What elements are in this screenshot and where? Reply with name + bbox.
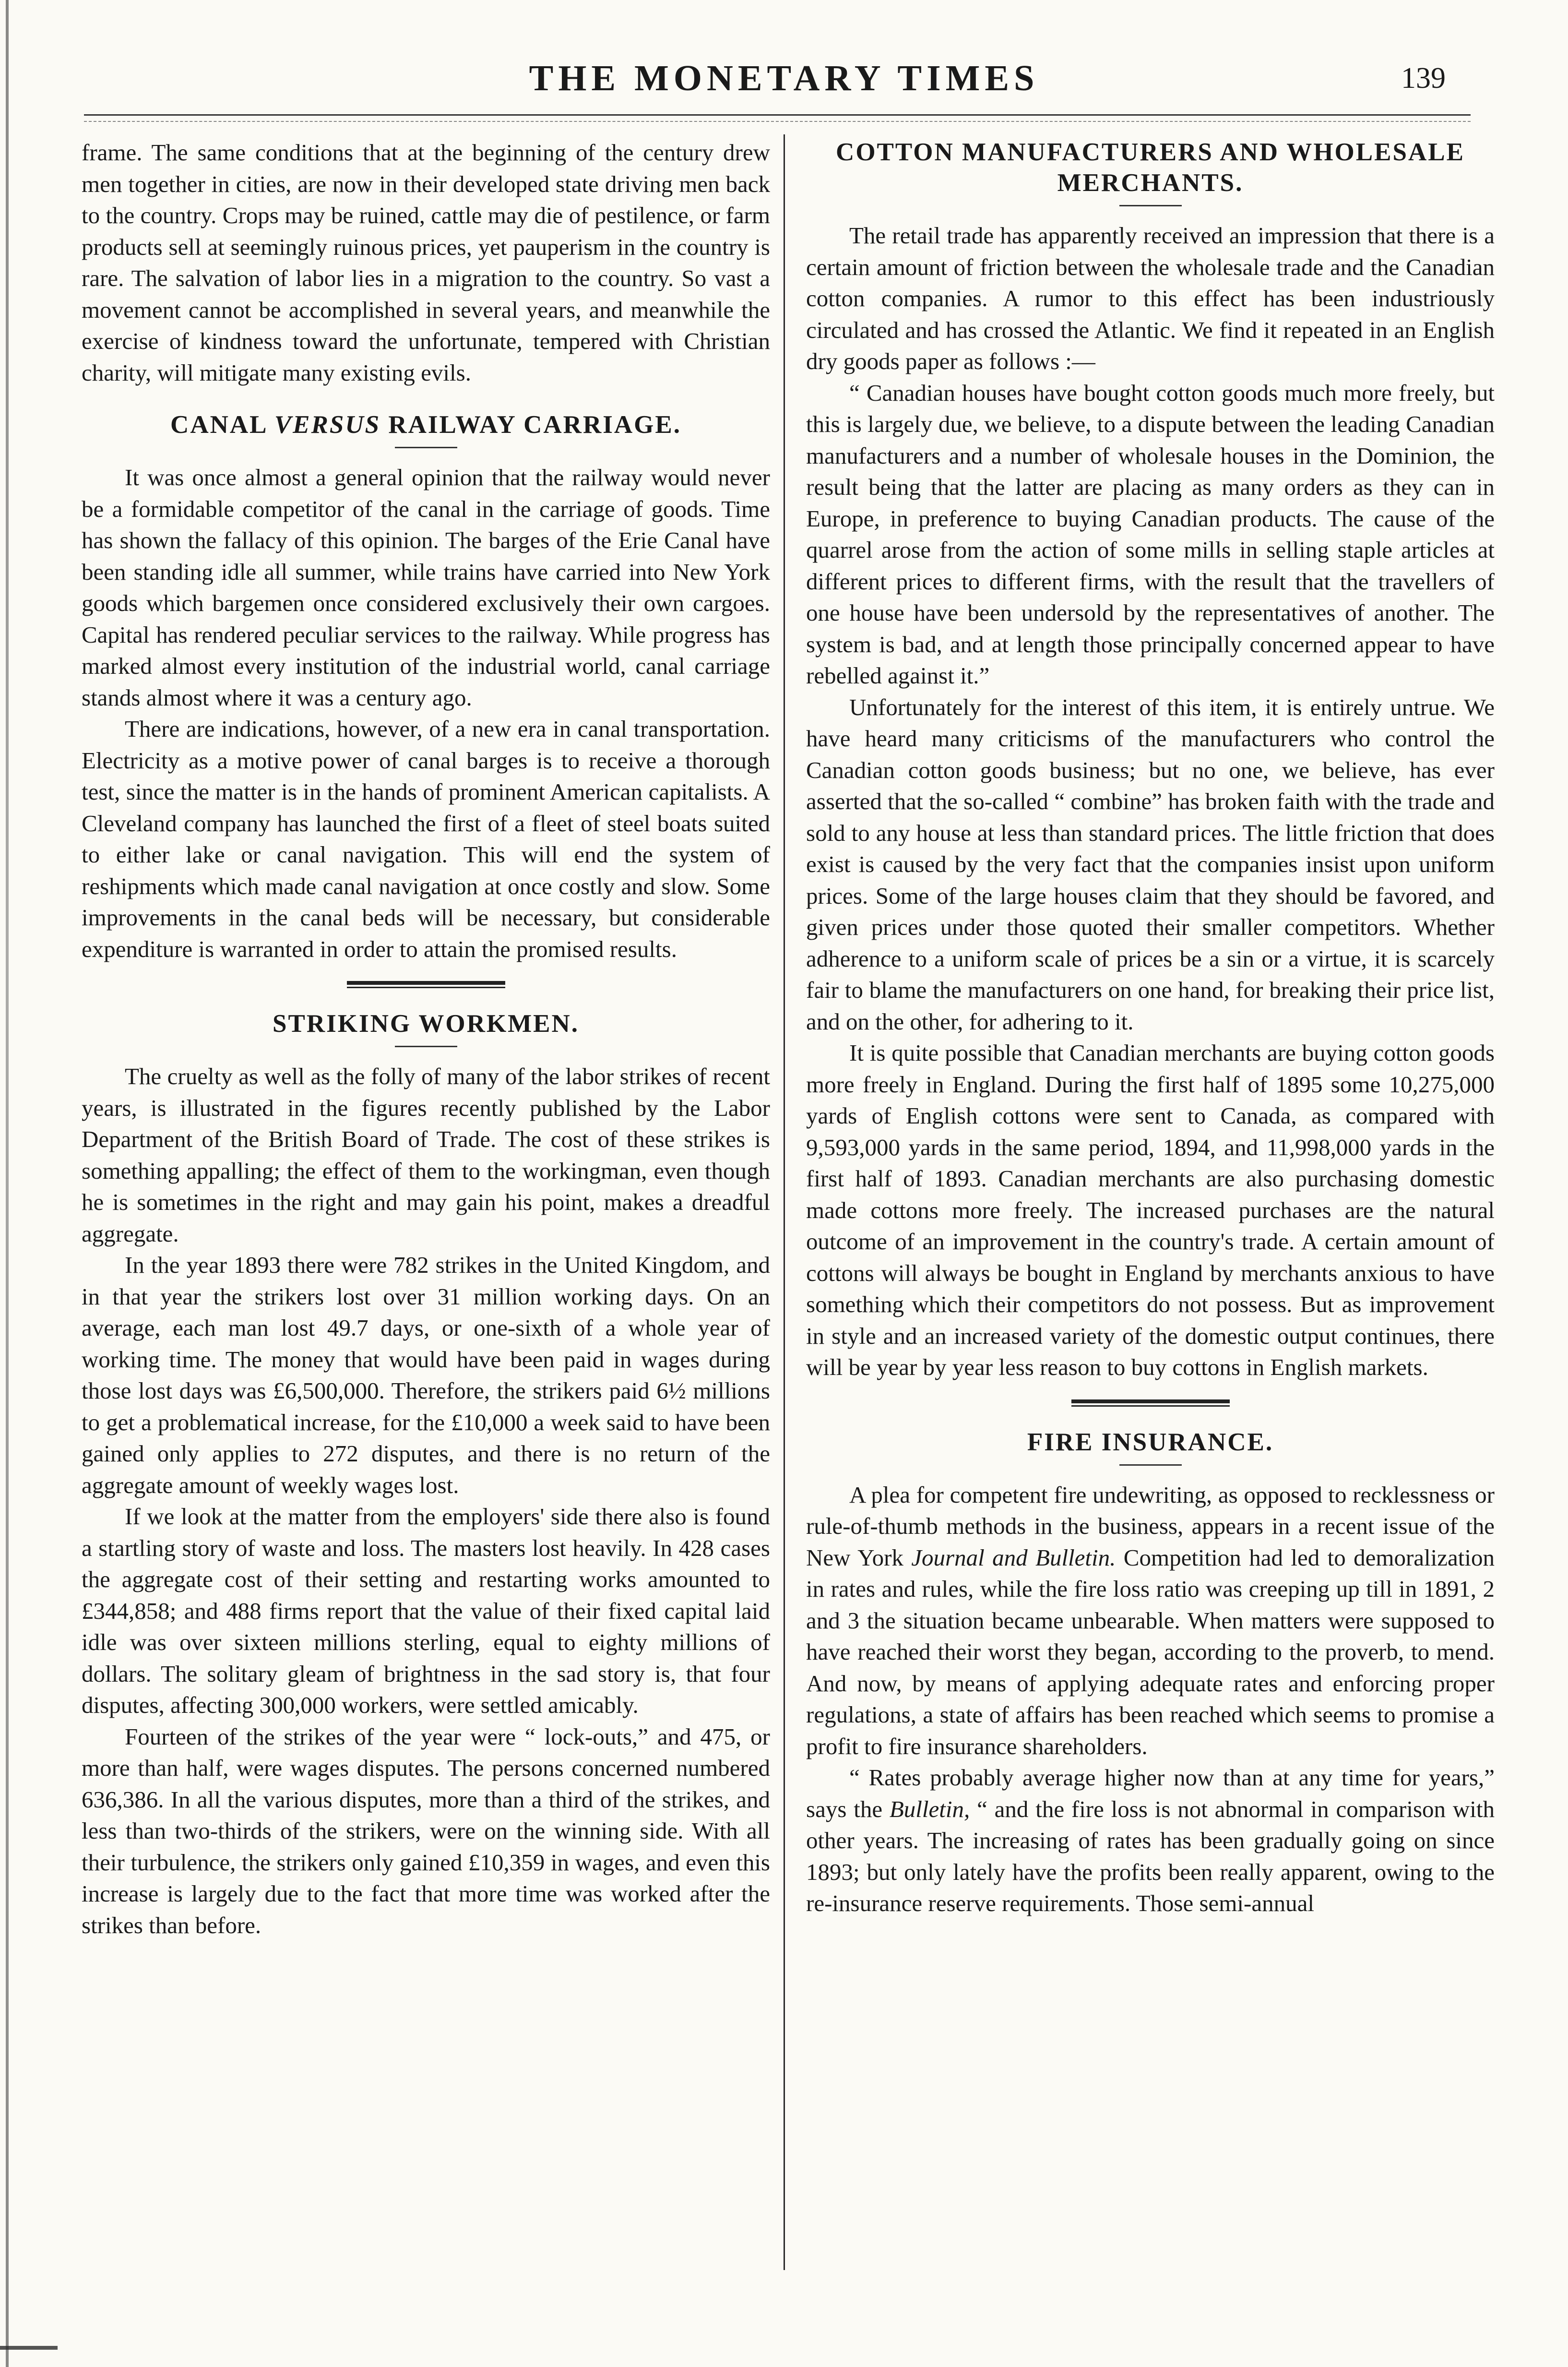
striking-paragraph: Fourteen of the strikes of the year were “ lock-outs,” and 475, or more than half, were wages disputes. The persons concerned numbered 636,386. In all the various disputes, more than a third of the strikes, and less than two-thirds of the strikers, were on the winning side. With all their turbulence, the strikers only gained £10,359 in wages, and even this increase is largely due to the fact that more time was worked after the strikes than before. bbox=[82, 1723, 770, 1938]
cotton-quote-paragraph: “ Canadian houses have bought cotton goods much more freely, but this is largely due, we believe, to a dispute between the leading Canadian manufacturers and a number of wholesale houses in the Dominion, the result being that the latter are placing as many orders as they can in Europe, in preference to buying Canadian products. The cause of the quarrel arose from the action of some mills in selling staple articles at different prices to different firms, with the result that the travellers of one house have been undersold by the representatives of another. The system is bad, and at length those principally concerned appear to have rebelled against it.” bbox=[806, 379, 1495, 689]
page-number: 139 bbox=[1401, 62, 1446, 95]
striking-paragraph: If we look at the matter from the employers' side there also is found a startling story of waste and loss. The masters lost heavily. In 428 cases the aggregate cost of their setting and restarting works amounted to £344,858; and 488 firms report that the value of their fixed capital laid idle was over sixteen millions sterling, equal to eighty millions of dollars. The solitary gleam of brightness in the sad story is, that four disputes, affecting 300,000 workers, were settled amicably. bbox=[82, 1503, 770, 1718]
bulletin-title: Bulletin, bbox=[889, 1795, 970, 1822]
bottom-edge-mark bbox=[0, 2346, 58, 2350]
header-rule-secondary bbox=[84, 121, 1471, 122]
headline-rule bbox=[395, 447, 457, 448]
canal-headline-part-a: CANAL bbox=[170, 411, 274, 439]
fire-p2-text-a: “ Rates probably average higher now than at any time for years,” says the bbox=[806, 1764, 1495, 1822]
header-rule bbox=[84, 114, 1471, 116]
cotton-paragraph: The retail trade has apparently received an impression that there is a certain amount of friction between the wholesale trade and the Canadian cotton companies. A rumor to this effect has been industriously circulated and has crossed the Atlantic. We find it repeated in an English dry goods paper as follows :— bbox=[806, 222, 1495, 374]
section-divider bbox=[1071, 1399, 1230, 1407]
striking-headline: STRIKING WORKMEN. bbox=[273, 1010, 579, 1038]
canal-paragraph: There are indications, however, of a new era in canal transportation. Electricity as a motive power of canal barges is to receive a thorough test, since the matter is in the hands of prominent American capitalists. A Cleveland company has launched the first of a fleet of steel boats suited to either lake or canal navigation. This will end the system of reshipments which made canal navigation at once costly and slow. Some improvements in the canal beds will be necessary, but considerable expenditure is warranted in order to attain the promised results. bbox=[82, 716, 770, 962]
continued-paragraph: frame. The same conditions that at the beginning of the century drew men together in cities, are now in their developed state driving men back to the country. Crops may be ruined, cattle may die of pestilence, or farm products sell at seemingly ruinous prices, yet pauperism in the country is rare. The salvation of labor lies in a migration to the country. So vast a movement cannot be accomplished in several years, and meanwhile the exercise of kindness toward the unfortunate, tempered with Christian charity, will mitigate many existing evils. bbox=[82, 139, 770, 386]
headline-rule bbox=[1119, 1464, 1182, 1466]
column-divider bbox=[784, 134, 785, 2270]
canal-headline bbox=[82, 409, 770, 440]
cotton-headline: COTTON MANUFACTURERS AND WHOLESALE MERCHANTS. bbox=[836, 138, 1465, 197]
right-column bbox=[806, 137, 1495, 1919]
cotton-paragraph: It is quite possible that Canadian merchants are buying cotton goods more freely in England. During the first half of 1895 some 10,275,000 yards of English cottons were sent to Canada, as compared with 9,593,000 yards in the same period, 1894, and 11,998,000 yards in the first half of 1893. Canadian merchants are also purchasing domestic made cottons more freely. The increased purchases are the natural outcome of an improvement in the country's trade. A certain amount of cottons will always be bought in England by merchants anxious to have something which their competitors do not possess. But as improvement in style and an increased variety of the domestic output continues, there will be year by year less reason to buy cottons in English markets. bbox=[806, 1040, 1495, 1380]
striking-paragraph: The cruelty as well as the folly of many of the labor strikes of recent years, is illustrated in the figures recently published by the Labor Department of the British Board of Trade. The cost of these strikes is something appalling; the effect of them to the workingman, even though he is sometimes in the right and may gain his point, makes a dreadful aggregate. bbox=[82, 1063, 770, 1247]
striking-paragraph: In the year 1893 there were 782 strikes in the United Kingdom, and in that year the strikers lost over 31 million working days. On an average, each man lost 49.7 days, or one-sixth of a whole year of working time. The money that would have been paid in wages during those lost days was £6,500,000. Therefore, the strikers paid 6½ millions to get a problematical increase, for the £10,000 a week said to have been gained only applies to 272 disputes, and there is no return of the aggregate amount of weekly wages lost. bbox=[82, 1252, 770, 1498]
journal-title: Journal and Bulletin. bbox=[911, 1544, 1116, 1571]
canal-headline-part-b: RAILWAY CARRIAGE. bbox=[380, 411, 681, 439]
cotton-paragraph: Unfortunately for the interest of this item, it is entirely untrue. We have heard many criticisms of the manufacturers who control the Canadian cotton goods business; but no one, we believe, has ever asserted that the so-called “ combine” has broken faith with the trade and sold to any house at less than standard prices. The little friction that does exist is caused by the very fact that the companies insist upon uniform prices. Some of the large houses claim that they should be favored, and given prices under those quoted their smaller competitors. Whether adherence to a uniform scale of prices be a sin or a virtue, it is scarcely fair to blame the manufacturers on one hand, for breaking their price list, and on the other, for adhering to it. bbox=[806, 693, 1495, 1035]
headline-rule bbox=[1119, 205, 1182, 206]
masthead-title: THE MONETARY TIMES bbox=[529, 58, 1039, 98]
canal-headline-versus: VERSUS bbox=[274, 411, 381, 439]
page-edge-line bbox=[6, 0, 9, 2367]
canal-paragraph: It was once almost a general opinion that the railway would never be a formidable competitor of the canal in the carriage of goods. Time has shown the fallacy of this opinion. The barges of the Erie Canal have been standing idle all summer, while trains have carried into New York goods which bargemen once considered exclusively their own cargoes. Capital has rendered peculiar services to the railway. While progress has marked almost every institution of the industrial world, canal carriage stands almost where it was a century ago. bbox=[82, 464, 770, 711]
fire-headline: FIRE INSURANCE. bbox=[1027, 1428, 1274, 1456]
section-divider bbox=[347, 981, 505, 988]
fire-p2-text-b: “ and the fire loss is not abnormal in comparison with other years. The increasing of rates has been gradually going on since 1893; but only lately have the profits been really apparent, owing to the re-insurance reserve requirements. Those semi-annual bbox=[806, 1795, 1495, 1916]
fire-p1-text-b: Competition had led to demoralization in rates and rules, while the fire loss ratio was creeping up till in 1891, 2 and 3 the situation became unbearable. When matters were supposed to have reached their worst they began, according to the proverb, to mend. And now, by means of applying adequate rates and enforcing proper regulations, a state of affairs has been reached which seems to promise a profit to fire insurance shareholders. bbox=[806, 1544, 1495, 1759]
left-column bbox=[82, 137, 770, 1941]
fire-paragraph bbox=[806, 1479, 1495, 1762]
headline-rule bbox=[395, 1046, 457, 1047]
fire-p1-text-a: A plea for competent fire undewriting, as opposed to recklessness or rule-of-thumb methods in the business, appears in a recent issue of the New York bbox=[806, 1481, 1495, 1571]
fire-paragraph bbox=[806, 1762, 1495, 1919]
